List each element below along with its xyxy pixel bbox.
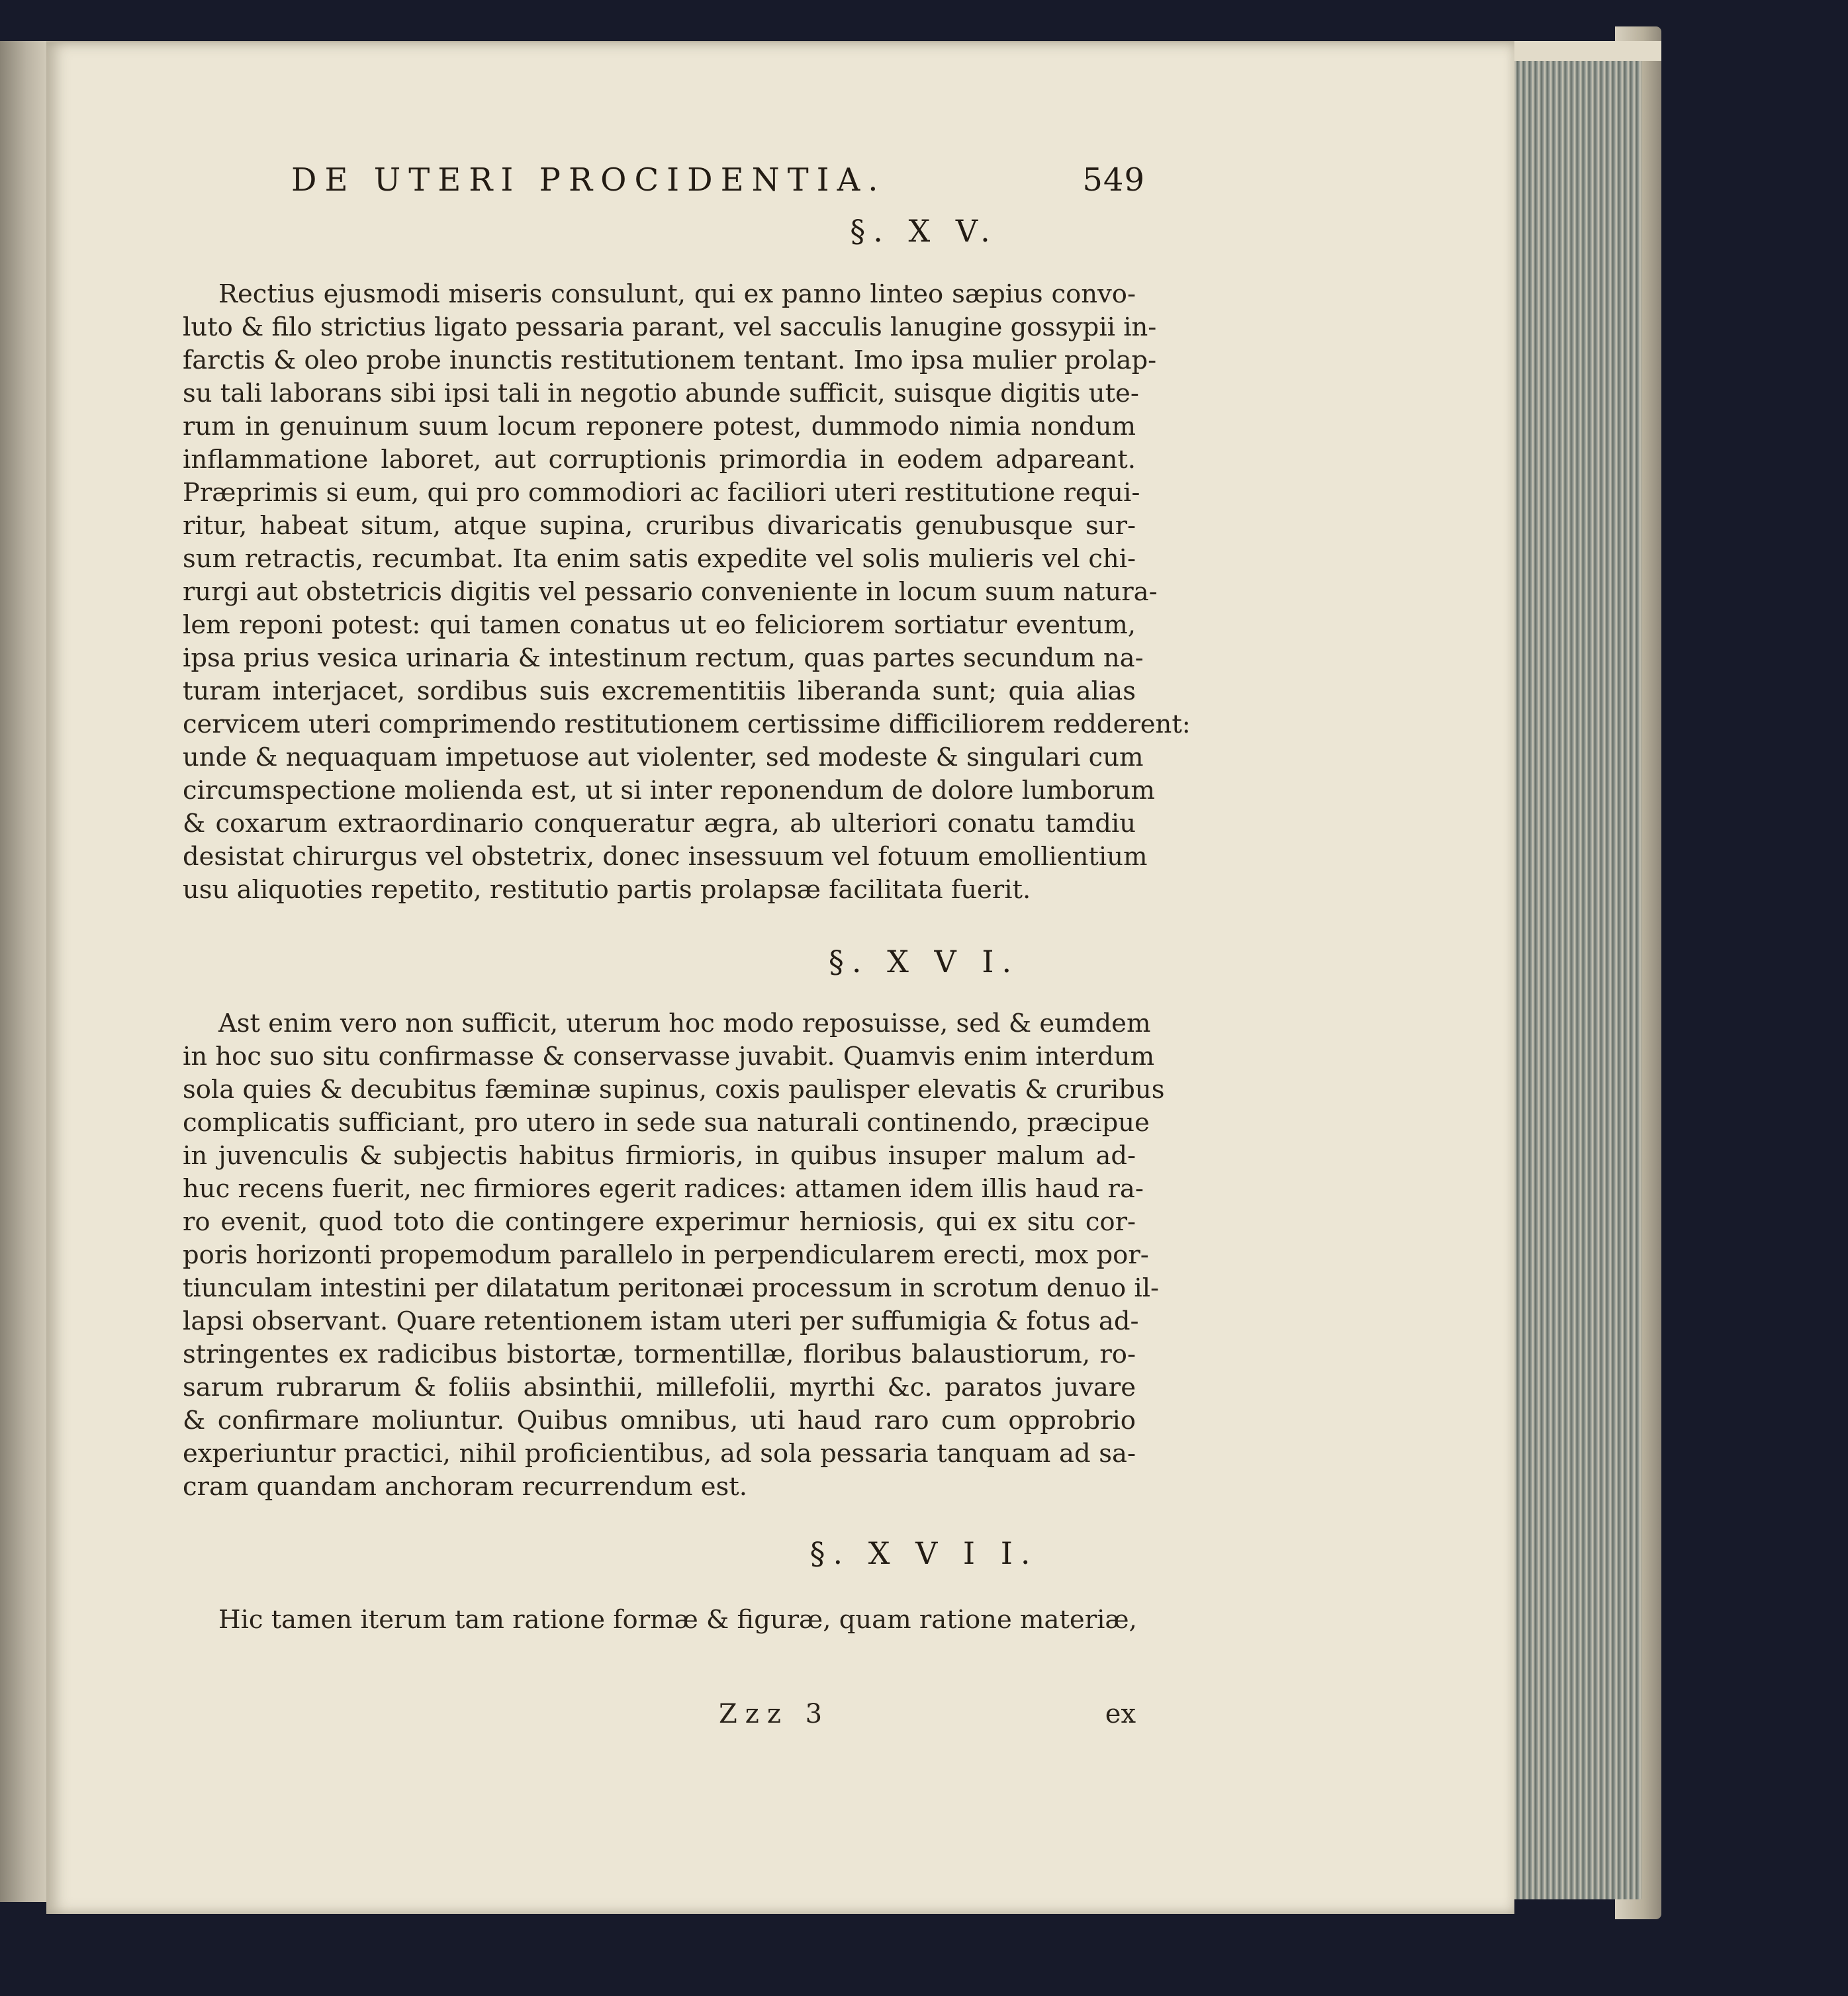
- running-title: DE UTERI PROCIDENTIA.: [291, 161, 886, 199]
- text-line: cram quandam anchoram recurrendum est.: [183, 1472, 747, 1502]
- section-heading: §. X V I I.: [809, 1535, 1039, 1571]
- text-line: huc recens fuerit, nec firmiores egerit radices: attamen idem illis haud ra-: [183, 1174, 1144, 1204]
- text-line: sum retractis, recumbat. Ita enim satis expedite vel solis mulieris vel chi-: [183, 544, 1136, 574]
- text-line: ritur, habeat situm, atque supina, cruribus divaricatis genubusque sur-: [183, 511, 1136, 541]
- text-line: lapsi observant. Quare retentionem istam uteri per suffumigia & fotus ad-: [183, 1306, 1139, 1336]
- text-line: rum in genuinum suum locum reponere potest, dummodo nimia nondum: [183, 412, 1136, 441]
- text-line: desistat chirurgus vel obstetrix, donec insessuum vel fotuum emollientium: [183, 842, 1148, 872]
- text-line: in hoc suo situ confirmasse & conservasse juvabit. Quamvis enim interdum: [183, 1042, 1155, 1071]
- text-line: Præprimis si eum, qui pro commodiori ac faciliori uteri restitutione requi-: [183, 478, 1140, 508]
- text-line: complicatis sufficiant, pro utero in sede sua naturali continendo, præcipue: [183, 1108, 1150, 1138]
- text-line: ro evenit, quod toto die contingere experimur herniosis, qui ex situ cor-: [183, 1207, 1136, 1237]
- text-line: usu aliquoties repetito, restitutio partis prolapsæ facilitata fuerit.: [183, 875, 1031, 905]
- text-line: cervicem uteri comprimendo restitutionem certissime difficiliorem redderent:: [183, 709, 1191, 739]
- text-line: Hic tamen iterum tam ratione formæ & figuræ, quam ratione materiæ,: [218, 1605, 1137, 1635]
- section-heading: §. X V.: [850, 213, 998, 249]
- text-line: turam interjacet, sordibus suis excrementitiis liberanda sunt; quia alias: [183, 676, 1136, 706]
- section-body: [183, 1007, 1165, 1504]
- text-line: Ast enim vero non sufficit, uterum hoc modo reposuisse, sed & eumdem: [218, 1009, 1151, 1038]
- section-body: [183, 278, 1191, 907]
- page-number: 549: [1082, 161, 1145, 199]
- text-line: luto & filo strictius ligato pessaria parant, vel sacculis lanugine gossypii in-: [183, 312, 1157, 342]
- section-heading: §. X V I.: [828, 944, 1020, 979]
- page-corner: [1497, 41, 1661, 61]
- text-line: & coxarum extraordinario conqueratur ægra, ab ulteriori conatu tamdiu: [183, 809, 1136, 839]
- text-line: circumspectione molienda est, ut si inter reponendum de dolore lumborum: [183, 776, 1155, 805]
- text-line: in juvenculis & subjectis habitus firmioris, in quibus insuper malum ad-: [183, 1141, 1136, 1171]
- text-line: sola quies & decubitus fæminæ supinus, coxis paulisper elevatis & cruribus: [183, 1075, 1165, 1105]
- text-line: farctis & oleo probe inunctis restitutionem tentant. Imo ipsa mulier prolap-: [183, 345, 1157, 375]
- text-line: & confirmare moliuntur. Quibus omnibus, uti haud raro cum opprobrio: [183, 1406, 1136, 1435]
- catchword: ex: [1105, 1699, 1136, 1729]
- text-line: experiuntur practici, nihil proficientibus, ad sola pessaria tanquam ad sa-: [183, 1439, 1136, 1469]
- text-line: stringentes ex radicibus bistortæ, tormentillæ, floribus balaustiorum, ro-: [183, 1339, 1136, 1369]
- text-line: tiunculam intestini per dilatatum peritonæi processum in scrotum denuo il-: [183, 1273, 1160, 1303]
- text-line: rurgi aut obstetricis digitis vel pessario conveniente in locum suum natura-: [183, 577, 1158, 607]
- text-line: unde & nequaquam impetuose aut violenter, sed modeste & singulari cum: [183, 743, 1144, 772]
- signature-mark: Zzz 3: [719, 1699, 831, 1729]
- running-header: [291, 161, 1145, 208]
- text-line: Rectius ejusmodi miseris consulunt, qui ex panno linteo sæpius convo-: [218, 279, 1136, 309]
- text-line: ipsa prius vesica urinaria & intestinum rectum, quas partes secundum na-: [183, 643, 1144, 673]
- text-line: lem reponi potest: qui tamen conatus ut eo feliciorem sortiatur eventum,: [183, 610, 1136, 640]
- section-body: [183, 1604, 1136, 1637]
- text-line: su tali laborans sibi ipsi tali in negotio abunde sufficit, suisque digitis ute-: [183, 379, 1139, 408]
- text-line: sarum rubrarum & foliis absinthii, millefolii, myrthi &c. paratos juvare: [183, 1373, 1136, 1402]
- text-line: poris horizonti propemodum parallelo in perpendicularem erecti, mox por-: [183, 1240, 1149, 1270]
- text-line: inflammatione laboret, aut corruptionis primordia in eodem adpareant.: [183, 445, 1136, 475]
